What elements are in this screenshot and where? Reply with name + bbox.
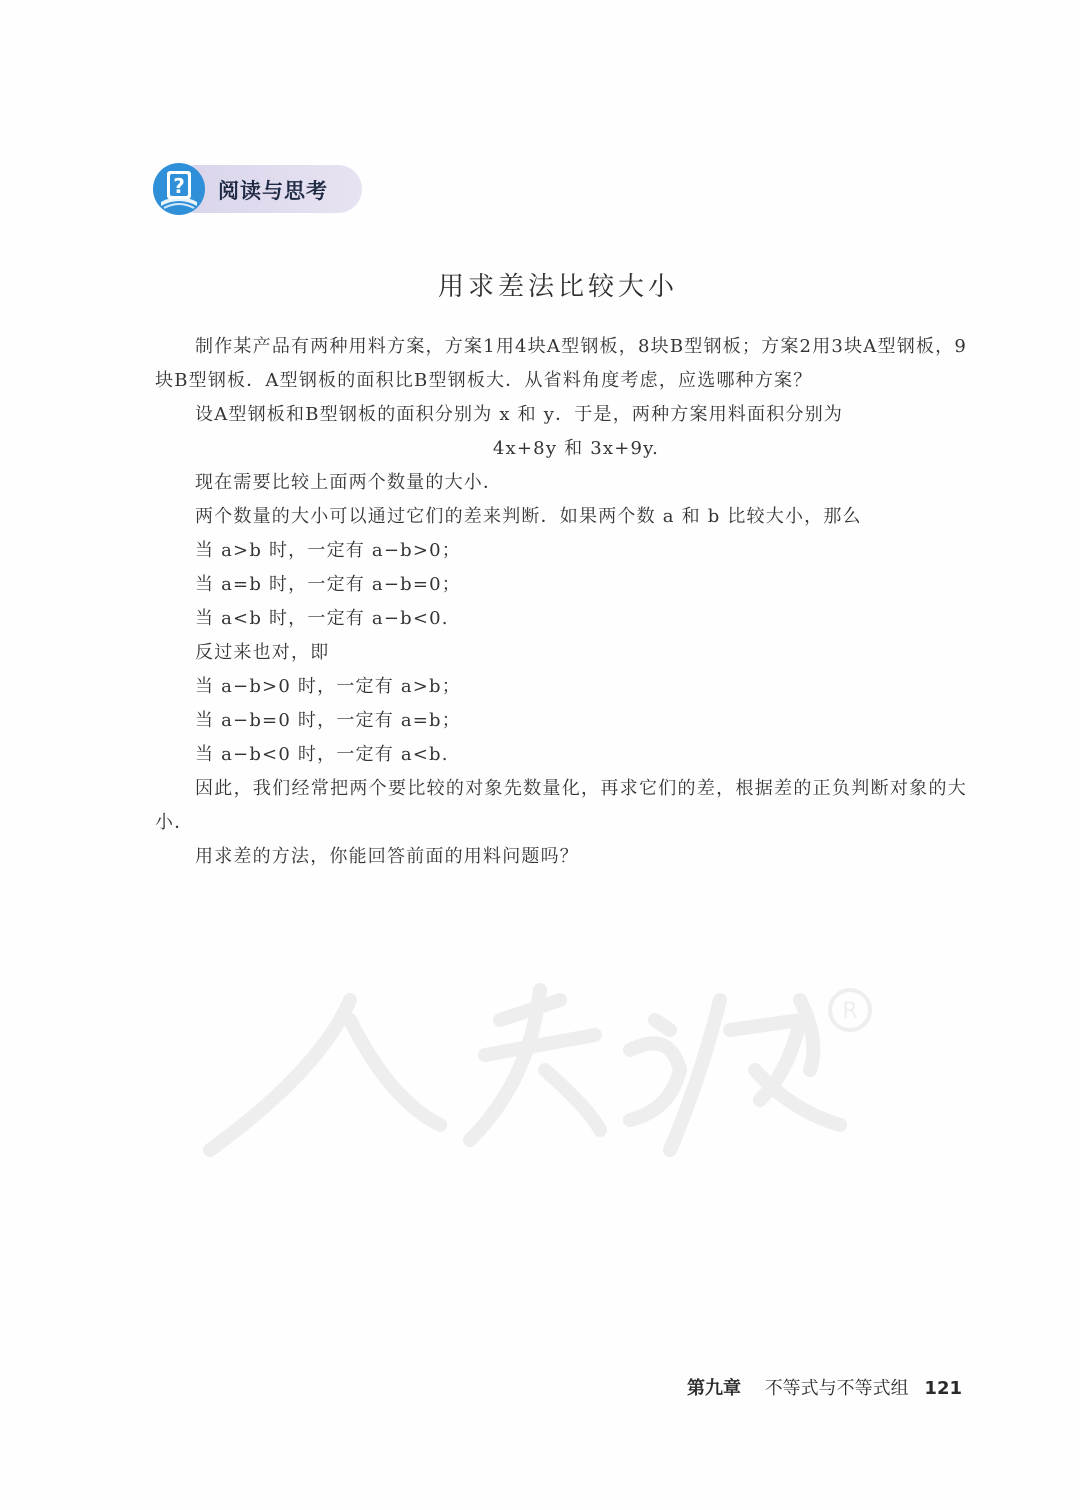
case-line: 当 a=b 时，一定有 a−b=0；: [195, 574, 461, 595]
page-number: 121: [924, 1378, 962, 1399]
body-text: [155, 330, 967, 874]
question-book-icon: [152, 162, 206, 216]
case-line: 当 a−b=0 时，一定有 a=b；: [195, 710, 461, 731]
badge-label: 阅读与思考: [218, 179, 328, 203]
section-badge: [152, 162, 364, 216]
case-line: 当 a−b>0 时，一定有 a>b；: [195, 676, 461, 697]
page-footer: [687, 1374, 962, 1400]
paragraph-compare: 现在需要比较上面两个数量的大小．: [195, 472, 503, 493]
case-line: 当 a>b 时，一定有 a−b>0；: [195, 540, 461, 561]
formula-line: 4x+8y 和 3x+9y.: [492, 438, 660, 459]
chapter-title: 不等式与不等式组: [764, 1378, 909, 1399]
paragraph-setup: 设A型钢板和B型钢板的面积分别为 x 和 y．于是，两种方案用料面积分别为: [195, 404, 844, 425]
page-title: 用求差法比较大小: [437, 272, 678, 302]
paragraph-converse: 反过来也对，即: [195, 642, 330, 663]
paragraph-conclusion: 因此，我们经常把两个要比较的对象先数量化，再求它们的差，根据差的正负判断对象的大小．: [155, 778, 967, 833]
chapter-label: 第九章: [686, 1378, 741, 1399]
publisher-watermark: [200, 960, 900, 1180]
case-line: 当 a−b<0 时，一定有 a<b.: [195, 744, 449, 765]
paragraph-problem: 制作某产品有两种用料方案，方案1用4块A型钢板，8块B型钢板；方案2用3块A型钢板，9块B型钢板．A型钢板的面积比B型钢板大．从省料角度考虑，应选哪种方案？: [155, 336, 967, 391]
svg-text:?: ?: [173, 174, 185, 198]
case-line: 当 a<b 时，一定有 a−b<0.: [195, 608, 449, 629]
paragraph-difference: 两个数量的大小可以通过它们的差来判断．如果两个数 a 和 b 比较大小，那么: [195, 506, 862, 527]
svg-text:R: R: [842, 999, 858, 1024]
paragraph-question: 用求差的方法，你能回答前面的用料问题吗？: [195, 846, 579, 867]
